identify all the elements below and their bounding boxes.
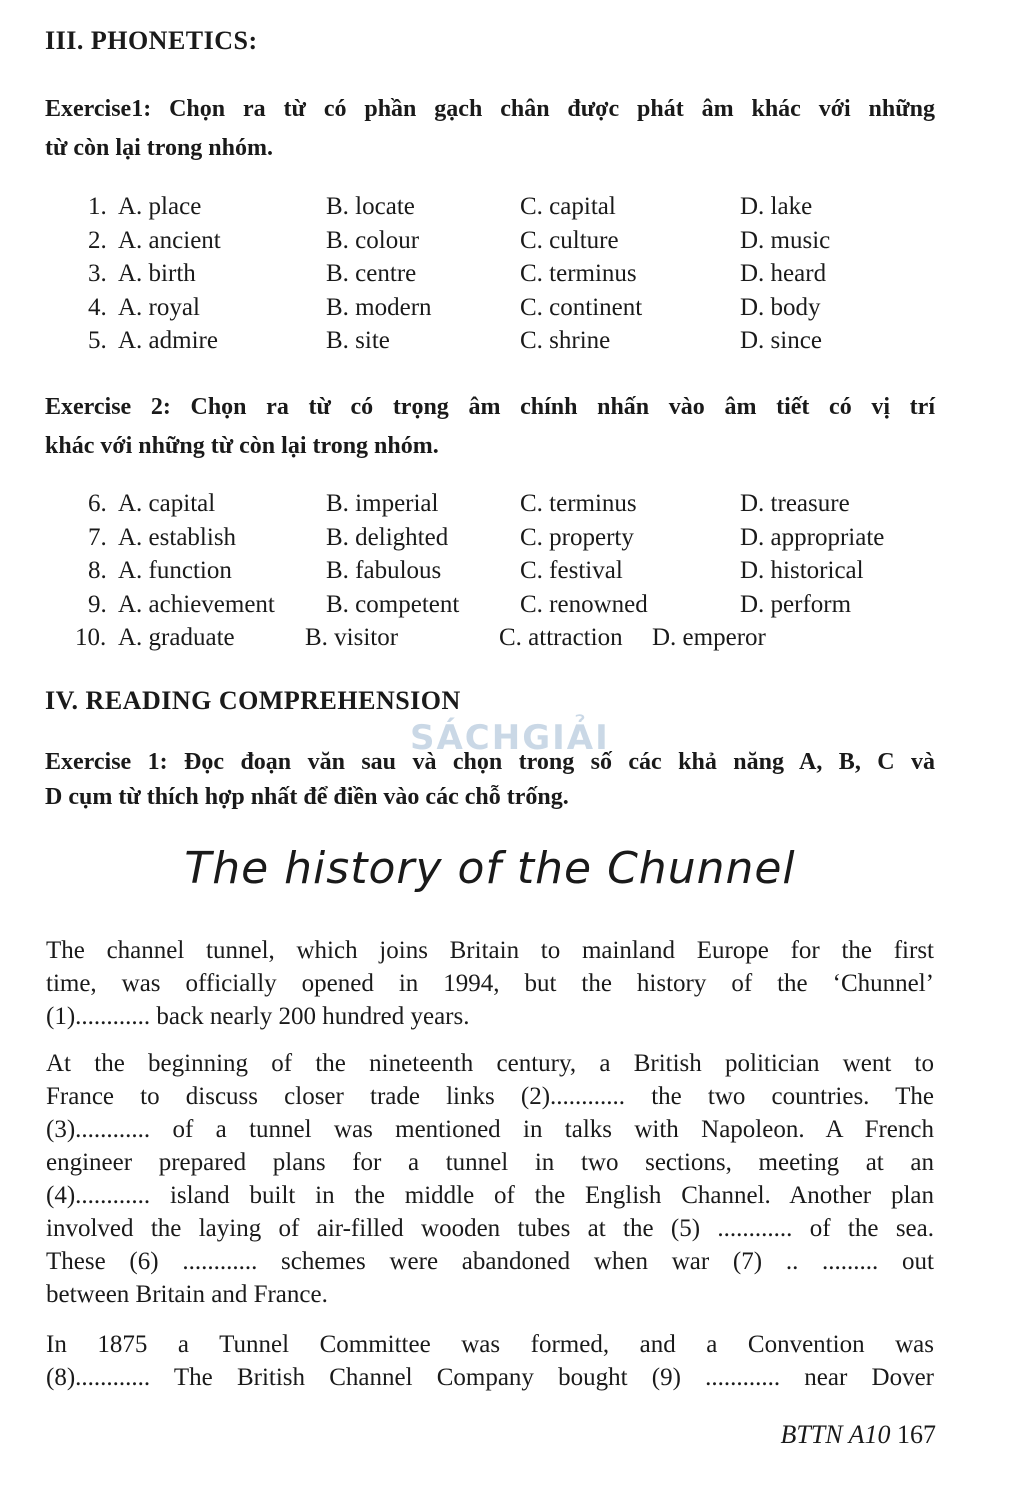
passage-line: involved the laying of air-filled wooden tubes at the (5) ............ of the sea. <box>46 1215 934 1242</box>
ex1-instruction-line1: Exercise1: Chọn ra từ có phần gạch chân được phát âm khác với những <box>45 96 935 122</box>
option-c: C. culture <box>520 226 619 254</box>
option-c: C. continent <box>520 293 643 321</box>
option-a: A. capital <box>118 490 216 517</box>
question-number: 10. <box>75 624 107 651</box>
option-b: B. fabulous <box>326 557 442 584</box>
option-d: D. since <box>740 327 822 354</box>
option-d: D. appropriate <box>740 523 885 551</box>
question-row <box>0 260 1024 294</box>
option-d: D. emperor <box>652 624 766 651</box>
page-number: 167 <box>897 1420 936 1449</box>
question-number: 1. <box>88 193 107 220</box>
question-row <box>0 557 1024 591</box>
option-a: A. place <box>118 193 202 220</box>
passage-title: The history of the Chunnel <box>184 843 796 894</box>
reading-heading: IV. READING COMPREHENSION <box>45 686 461 715</box>
ex2-instruction <box>45 388 935 466</box>
ex1-instruction-line2: từ còn lại trong nhóm. <box>45 135 273 161</box>
question-number: 6. <box>88 490 107 517</box>
question-row <box>0 490 1024 524</box>
option-b: B. visitor <box>305 624 399 651</box>
option-a: A. achievement <box>118 590 275 618</box>
option-a: A. admire <box>118 327 218 354</box>
option-b: B. imperial <box>326 490 439 517</box>
question-row <box>0 294 1024 328</box>
question-number: 3. <box>88 260 107 287</box>
option-d: D. music <box>740 226 831 254</box>
reading-instruction <box>45 745 935 815</box>
passage-paragraph-1 <box>46 934 934 1033</box>
reading-instruction-line1: Exercise 1: Đọc đoạn văn sau và chọn trong số các khả năng A, B, C và <box>45 749 935 775</box>
page-footer <box>780 1420 936 1450</box>
question-row <box>0 227 1024 261</box>
option-d: D. heard <box>740 260 827 287</box>
phonetics-heading: III. PHONETICS: <box>45 26 258 55</box>
option-d: D. lake <box>740 193 813 220</box>
ex1-instruction <box>45 90 935 168</box>
option-b: B. centre <box>326 260 417 287</box>
question-number: 8. <box>88 557 107 584</box>
option-c: C. shrine <box>520 327 611 354</box>
option-a: A. birth <box>118 260 196 287</box>
passage-line: (1)............ back nearly 200 hundred years. <box>46 1003 470 1030</box>
passage-line: (8)............ The British Channel Company bought (9) ............ near Dover <box>46 1364 934 1391</box>
option-c: C. festival <box>520 557 623 584</box>
passage-line: time, was officially opened in 1994, but the history of the ‘Chunnel’ <box>46 970 934 997</box>
question-number: 5. <box>88 327 107 354</box>
option-d: D. body <box>740 293 821 321</box>
option-c: C. property <box>520 523 634 551</box>
ex2-instruction-line1: Exercise 2: Chọn ra từ có trọng âm chính nhấn vào âm tiết có vị trí <box>45 394 935 420</box>
option-c: C. terminus <box>520 490 637 517</box>
option-a: A. function <box>118 557 232 584</box>
passage-line: (4)............ island built in the middle of the English Channel. Another plan <box>46 1182 934 1209</box>
option-a: A. ancient <box>118 226 221 254</box>
passage-line: The channel tunnel, which joins Britain to mainland Europe for the first <box>46 937 934 964</box>
passage-line: (3)............ of a tunnel was mentioned in talks with Napoleon. A French <box>46 1116 934 1143</box>
option-b: B. locate <box>326 193 415 220</box>
passage-paragraph-2 <box>46 1047 934 1311</box>
book-code: BTTN A10 <box>780 1420 891 1449</box>
option-c: C. terminus <box>520 260 637 287</box>
passage-line: These (6) ............ schemes were abandoned when war (7) .. ......... out <box>46 1248 934 1275</box>
question-row <box>0 327 1024 361</box>
passage-line: engineer prepared plans for a tunnel in two sections, meeting at an <box>46 1149 934 1176</box>
option-a: A. royal <box>118 293 200 321</box>
option-c: C. renowned <box>520 590 648 618</box>
option-c: C. attraction <box>499 624 623 651</box>
ex2-instruction-line2: khác với những từ còn lại trong nhóm. <box>45 433 439 459</box>
question-number: 7. <box>88 523 107 551</box>
option-b: B. modern <box>326 293 432 321</box>
question-row <box>0 591 1024 625</box>
option-b: B. site <box>326 327 390 354</box>
passage-line: between Britain and France. <box>46 1281 328 1308</box>
watermark-logo: SÁCHGIẢI <box>410 718 610 758</box>
passage-line: France to discuss closer trade links (2)............ the two countries. The <box>46 1083 934 1110</box>
option-a: A. establish <box>118 523 237 551</box>
option-d: D. historical <box>740 557 864 584</box>
question-row <box>0 624 1024 658</box>
question-row <box>0 524 1024 558</box>
question-number: 9. <box>88 590 107 618</box>
passage-line: In 1875 a Tunnel Committee was formed, and a Convention was <box>46 1331 934 1358</box>
option-c: C. capital <box>520 193 616 220</box>
option-a: A. graduate <box>118 624 235 651</box>
passage-paragraph-3 <box>46 1328 934 1394</box>
option-b: B. colour <box>326 226 420 254</box>
option-b: B. competent <box>326 590 460 618</box>
passage-line: At the beginning of the nineteenth century, a British politician went to <box>46 1050 934 1077</box>
option-b: B. delighted <box>326 523 449 551</box>
reading-instruction-line2: D cụm từ thích hợp nhất để điền vào các chỗ trống. <box>45 784 569 810</box>
question-number: 4. <box>88 293 107 321</box>
question-row <box>0 193 1024 227</box>
option-d: D. treasure <box>740 490 850 517</box>
option-d: D. perform <box>740 590 852 618</box>
question-number: 2. <box>88 226 107 254</box>
